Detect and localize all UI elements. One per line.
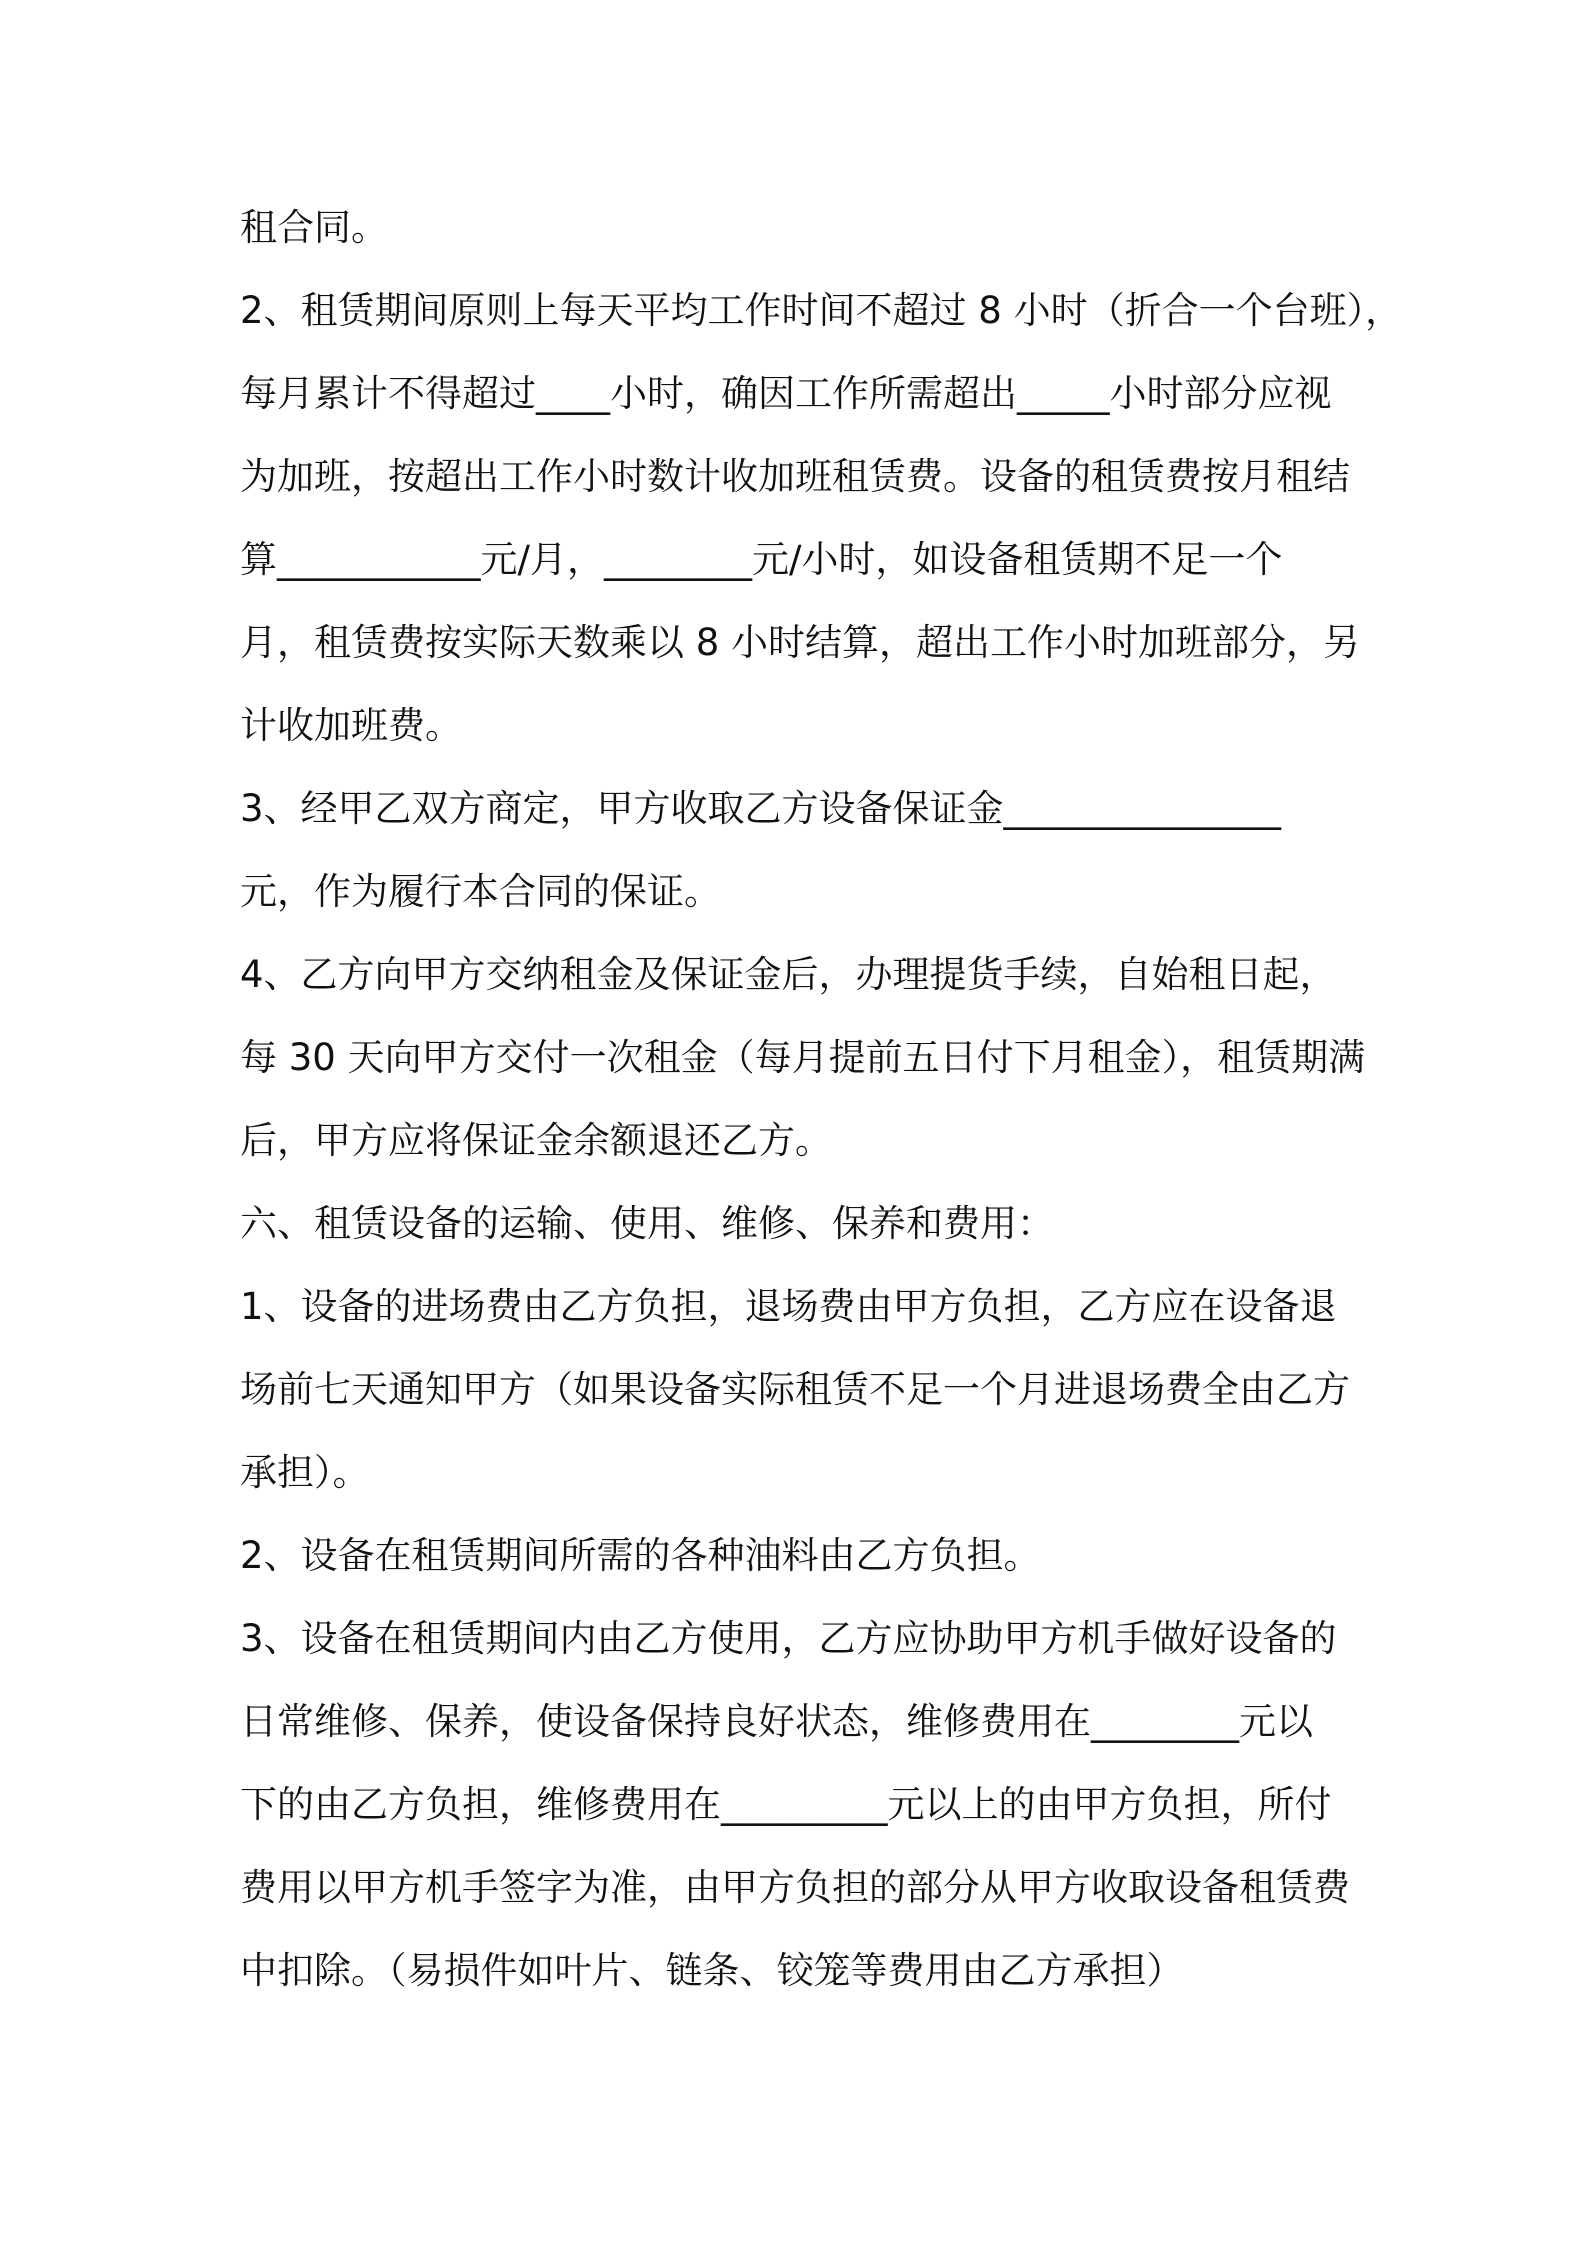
- text-line: 下的由乙方负担，维修费用在_________元以上的由甲方负担，所付: [240, 1783, 1332, 1826]
- text-line: 承担）。: [240, 1451, 370, 1494]
- text-line: 计收加班费。: [240, 704, 462, 747]
- text-line: 2、设备在租赁期间所需的各种油料由乙方负担。: [240, 1534, 1041, 1577]
- text-line: 后，甲方应将保证金余额退还乙方。: [240, 1119, 832, 1162]
- text-line: 场前七天通知甲方（如果设备实际租赁不足一个月进退场费全由乙方: [240, 1368, 1350, 1411]
- text-line: 日常维修、保养，使设备保持良好状态，维修费用在________元以: [240, 1700, 1313, 1743]
- text-line: 中扣除。（易损件如叶片、链条、铰笼等费用由乙方承担）: [240, 1949, 1184, 1992]
- contract-text: [240, 186, 1403, 2012]
- text-line: 每 30 天向甲方交付一次租金（每月提前五日付下月租金），租赁期满: [240, 1036, 1366, 1079]
- text-line: 月，租赁费按实际天数乘以 8 小时结算，超出工作小时加班部分，另: [240, 621, 1361, 664]
- text-line: 4、乙方向甲方交纳租金及保证金后，办理提货手续，自始租日起，: [240, 953, 1337, 996]
- text-line: 六、租赁设备的运输、使用、维修、保养和费用：: [240, 1202, 1054, 1245]
- text-line: 费用以甲方机手签字为准，由甲方负担的部分从甲方收取设备租赁费: [240, 1866, 1350, 1909]
- text-line: 每月累计不得超过____小时，确因工作所需超出_____小时部分应视: [240, 372, 1332, 415]
- text-line: 2、租赁期间原则上每天平均工作时间不超过 8 小时（折合一个台班），: [240, 289, 1403, 332]
- text-line: 算___________元/月，________元/小时，如设备租赁期不足一个: [240, 538, 1283, 581]
- text-line: 3、经甲乙双方商定，甲方收取乙方设备保证金_______________: [240, 787, 1282, 830]
- text-line: 1、设备的进场费由乙方负担，退场费由甲方负担，乙方应在设备退: [240, 1285, 1337, 1328]
- text-line: 租合同。: [240, 206, 388, 249]
- text-line: 为加班，按超出工作小时数计收加班租赁费。设备的租赁费按月租结: [240, 455, 1350, 498]
- text-line: 3、设备在租赁期间内由乙方使用，乙方应协助甲方机手做好设备的: [240, 1617, 1337, 1660]
- text-line: 元，作为履行本合同的保证。: [240, 870, 721, 913]
